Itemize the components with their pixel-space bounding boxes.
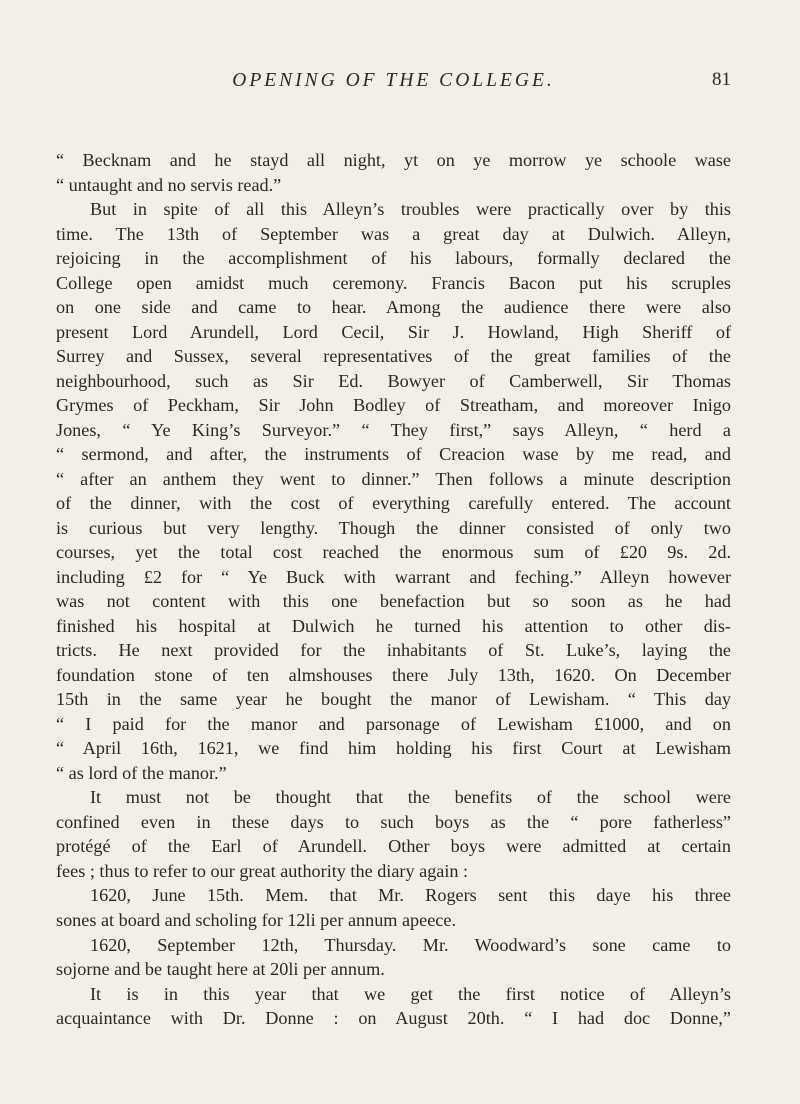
text-line: “ Becknam and he stayd all night, yt on ye morrow ye schoole wase xyxy=(56,150,731,170)
text-line: sones at board and scholing for 12li per annum apeece. xyxy=(56,909,456,930)
text-line: foundation stone of ten almshouses there July 13th, 1620. On December xyxy=(56,664,731,685)
text-line: College open amidst much ceremony. Francis Bacon put his scruples xyxy=(56,272,731,293)
text-line: finished his hospital at Dulwich he turned his attention to other dis- xyxy=(56,615,731,636)
text-line: It must not be thought that the benefits of the school were xyxy=(90,787,731,808)
text-line: was not content with this one benefaction but so soon as he had xyxy=(56,591,731,612)
text-line: is curious but very lengthy. Though the dinner consisted of only two xyxy=(56,517,731,538)
text-line: neighbourhood, such as Sir Ed. Bowyer of Camberwell, Sir Thomas xyxy=(56,370,731,391)
text-line: “ as lord of the manor.” xyxy=(56,762,227,783)
text-line: rejoicing in the accomplishment of his labours, formally declared the xyxy=(56,248,731,269)
text-line: acquaintance with Dr. Donne : on August 20th. “ I had doc Donne,” xyxy=(56,1008,731,1029)
text-line: It is in this year that we get the first notice of Alleyn’s xyxy=(90,983,731,1004)
text-line: courses, yet the total cost reached the enormous sum of £20 9s. 2d. xyxy=(56,542,731,563)
body-text xyxy=(56,148,731,1031)
page-number: 81 xyxy=(712,69,731,90)
text-line: of the dinner, with the cost of everything carefully entered. The account xyxy=(56,493,731,514)
running-head xyxy=(56,68,731,96)
text-line: “ after an anthem they went to dinner.” Then follows a minute description xyxy=(56,468,731,489)
text-line: confined even in these days to such boys as the “ pore fatherless” xyxy=(56,811,731,832)
text-line: fees ; thus to refer to our great authority the diary again : xyxy=(56,860,469,881)
running-title: OPENING OF THE COLLEGE. xyxy=(232,70,555,91)
text-line: present Lord Arundell, Lord Cecil, Sir J. Howland, High Sheriff of xyxy=(56,321,731,342)
text-line: “ I paid for the manor and parsonage of Lewisham £1000, and on xyxy=(56,713,731,734)
text-line: “ sermond, and after, the instruments of Creacion wase by me read, and xyxy=(56,444,731,465)
text-line: sojorne and be taught here at 20li per annum. xyxy=(56,959,385,980)
text-line: Jones, “ Ye King’s Surveyor.” “ They first,” says Alleyn, “ herd a xyxy=(56,419,731,440)
text-line: But in spite of all this Alleyn’s troubles were practically over by this xyxy=(90,199,731,220)
text-line: including £2 for “ Ye Buck with warrant and feching.” Alleyn however xyxy=(56,566,731,587)
text-line: Surrey and Sussex, several representatives of the great families of the xyxy=(56,346,731,367)
text-line: 1620, June 15th. Mem. that Mr. Rogers sent this daye his three xyxy=(90,885,731,906)
text-line: protégé of the Earl of Arundell. Other boys were admitted at certain xyxy=(56,836,731,857)
text-line: time. The 13th of September was a great day at Dulwich. Alleyn, xyxy=(56,223,731,244)
text-line: “ April 16th, 1621, we find him holding his first Court at Lewisham xyxy=(56,738,731,759)
text-line: tricts. He next provided for the inhabitants of St. Luke’s, laying the xyxy=(56,640,731,661)
text-line: Grymes of Peckham, Sir John Bodley of Streatham, and moreover Inigo xyxy=(56,395,731,416)
text-line: on one side and came to hear. Among the audience there were also xyxy=(56,297,731,318)
text-line: “ untaught and no servis read.” xyxy=(56,174,282,195)
text-line: 1620, September 12th, Thursday. Mr. Woodward’s sone came to xyxy=(90,934,731,955)
text-line: 15th in the same year he bought the manor of Lewisham. “ This day xyxy=(56,689,731,710)
